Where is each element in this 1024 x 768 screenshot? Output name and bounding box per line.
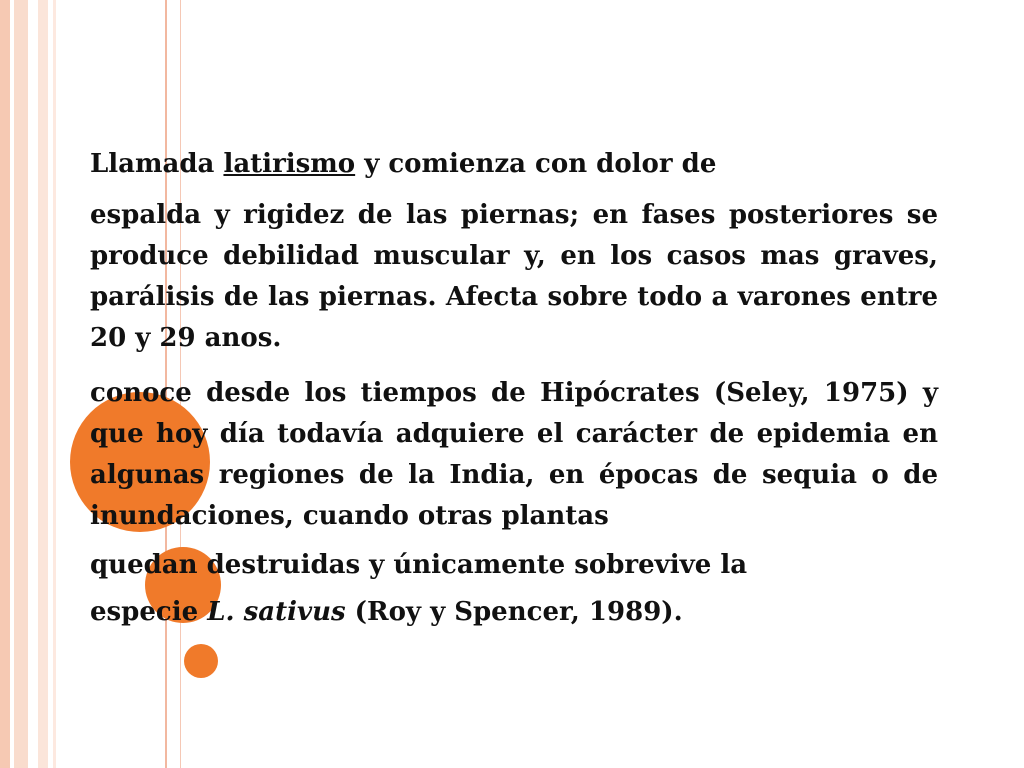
paragraph-3: conoce desde los tiempos de Hipócrates (Seley, 1975) y que hoy día todavía adquiere el carácter de epidemia en algunas regiones de la India, en épocas de sequia o de inundaciones, cuando otras plantas (90, 378, 938, 531)
p5-after: (Roy y Spencer, 1989). (345, 597, 683, 627)
paragraph-5 (90, 592, 938, 633)
slide-body-text (90, 144, 938, 633)
species-name: L. sativus (207, 597, 346, 627)
decorative-stripe (0, 0, 10, 768)
p5-before: especie (90, 597, 208, 627)
p1-after: y comienza con dolor de (355, 149, 717, 179)
decorative-stripe (38, 0, 48, 768)
paragraph-1 (90, 144, 938, 185)
term-latirismo: latirismo (223, 149, 356, 179)
paragraph-4: quedan destruidas y únicamente sobrevive la (90, 550, 748, 580)
decorative-stripe (14, 0, 28, 768)
decorative-circle-small (184, 644, 218, 678)
decorative-stripe (53, 0, 56, 768)
p1-before: Llamada (90, 149, 224, 179)
paragraph-2: espalda y rigidez de las piernas; en fases posteriores se produce debilidad muscular y, en los casos mas graves, parálisis de las piernas. Afecta sobre todo a varones entre 20 y 29 anos. (90, 200, 938, 353)
decorative-stripe (28, 0, 38, 768)
